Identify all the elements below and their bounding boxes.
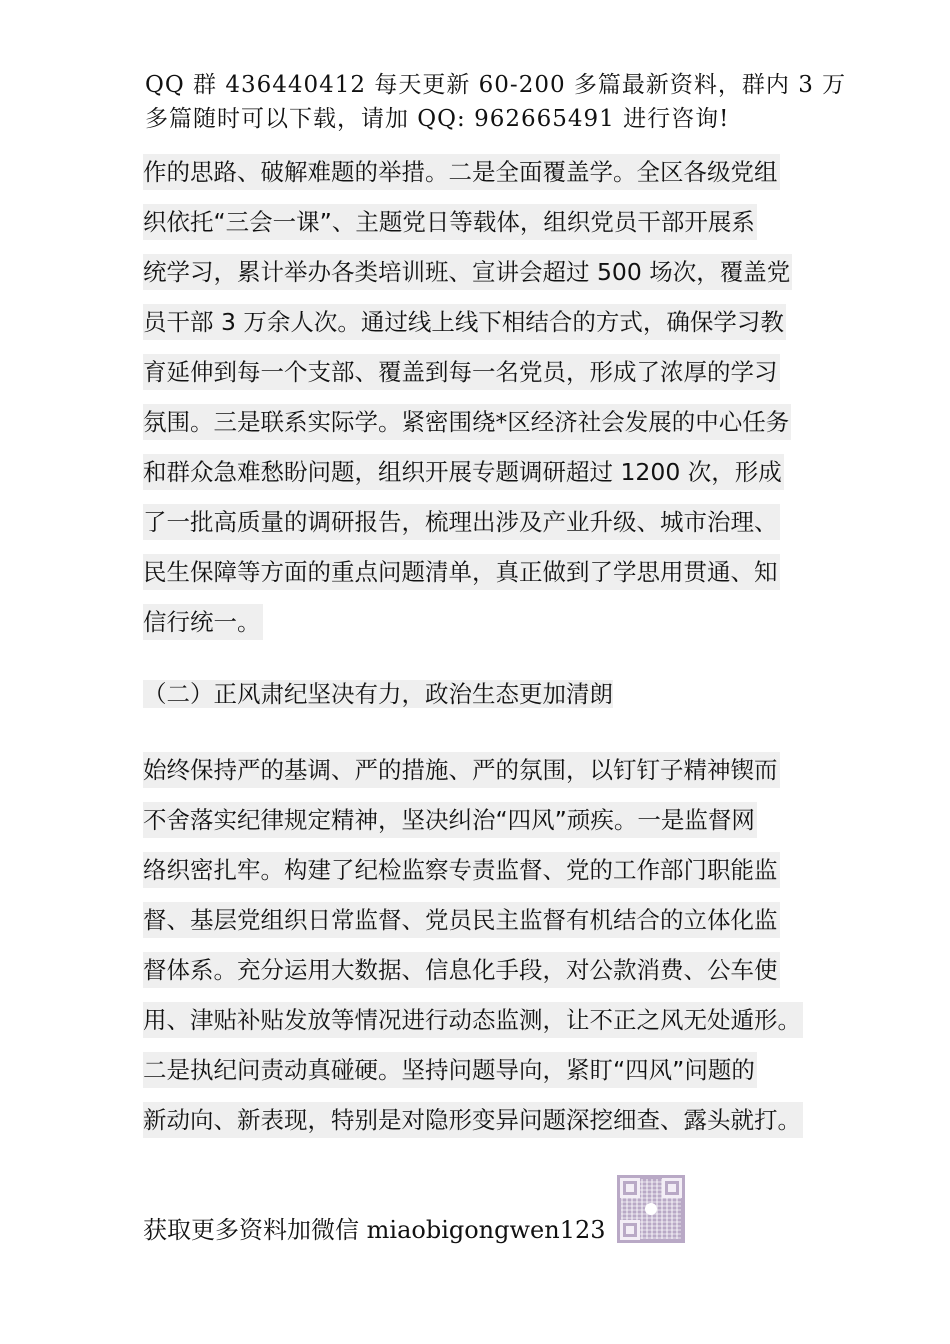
section-heading-text: （二）正风肃纪坚决有力，政治生态更加清朗 [143, 680, 613, 708]
text-line: 不舍落实纪律规定精神，坚决纠治“四风”顽疾。一是监督网 [143, 802, 757, 838]
text-line: 作的思路、破解难题的举措。二是全面覆盖学。全区各级党组 [143, 154, 780, 190]
text-line: 信行统一。 [143, 604, 263, 640]
text-line: 督、基层党组织日常监督、党员民主监督有机结合的立体化监 [143, 902, 780, 938]
promo-line: QQ 群 436440412 每天更新 60-200 多篇最新资料，群内 3 万 [145, 72, 847, 98]
text-line: 督体系。充分运用大数据、信息化手段，对公款消费、公车使 [143, 952, 780, 988]
text-line: 民生保障等方面的重点问题清单，真正做到了学思用贯通、知 [143, 554, 780, 590]
wechat-id: miaobigongwen123 [366, 1216, 606, 1244]
qr-code-icon [617, 1175, 685, 1243]
text-line: 员干部 3 万余人次。通过线上线下相结合的方式，确保学习教 [143, 304, 786, 340]
text-line: 和群众急难愁盼问题，组织开展专题调研超过 1200 次，形成 [143, 454, 784, 490]
text-line: 二是执纪问责动真碰硬。坚持问题导向，紧盯“四风”问题的 [143, 1052, 757, 1088]
paragraph-2 [143, 745, 803, 1145]
text-line: 新动向、新表现，特别是对隐形变异问题深挖细查、露头就打。 [143, 1102, 803, 1138]
text-line: 用、津贴补贴发放等情况进行动态监测，让不正之风无处遁形。 [143, 1002, 803, 1038]
text-line: 络织密扎牢。构建了纪检监察专责监督、党的工作部门职能监 [143, 852, 780, 888]
text-line: 始终保持严的基调、严的措施、严的氛围，以钉钉子精神锲而 [143, 752, 780, 788]
footer-text: 获取更多资料加微信 [143, 1216, 367, 1244]
text-line: 织依托“三会一课”、主题党日等载体，组织党员干部开展系 [143, 204, 757, 240]
section-heading [143, 676, 613, 712]
text-line: 育延伸到每一个支部、覆盖到每一名党员，形成了浓厚的学习 [143, 354, 780, 390]
text-line: 了一批高质量的调研报告，梳理出涉及产业升级、城市治理、 [143, 504, 780, 540]
paragraph-1 [143, 147, 792, 647]
text-line: 统学习，累计举办各类培训班、宣讲会超过 500 场次，覆盖党 [143, 254, 792, 290]
promo-header [145, 68, 847, 136]
promo-line: 多篇随时可以下载，请加 QQ: 962665491 进行咨询! [145, 106, 730, 132]
text-line: 氛围。三是联系实际学。紧密围绕*区经济社会发展的中心任务 [143, 404, 791, 440]
footer-contact [143, 1212, 606, 1248]
wechat-logo-icon [645, 1203, 657, 1215]
